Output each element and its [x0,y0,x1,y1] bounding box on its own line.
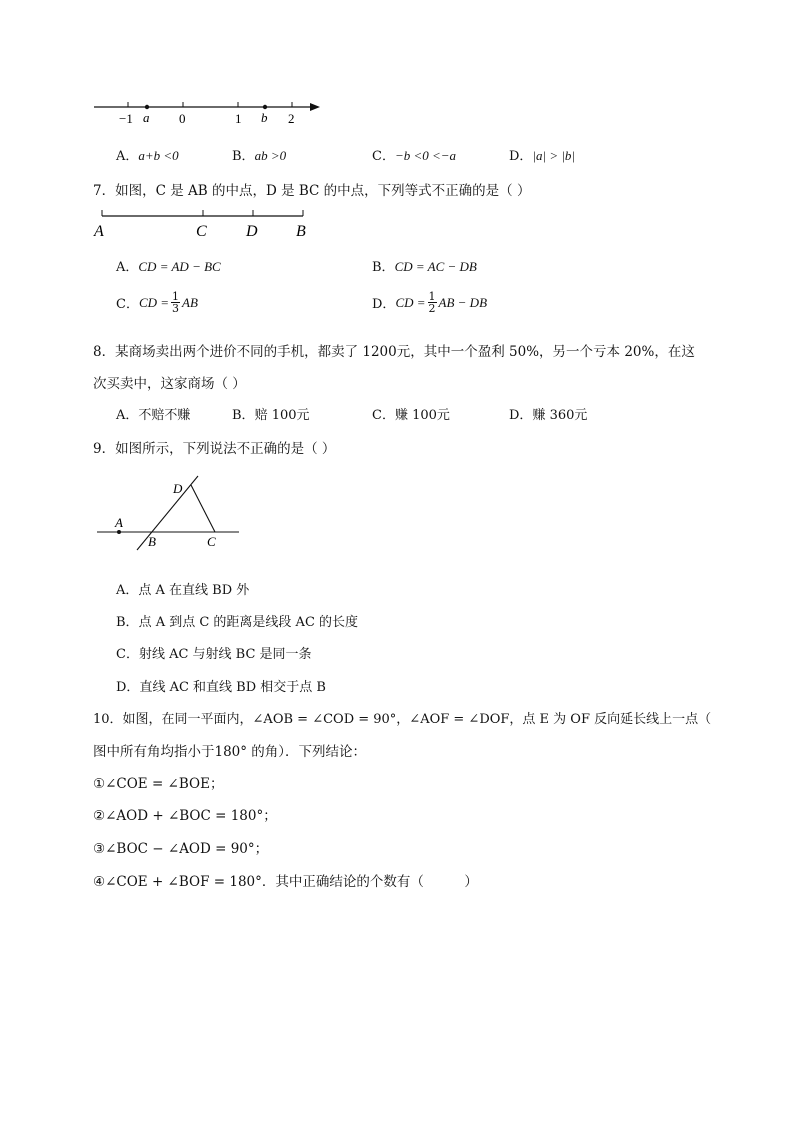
q9-option-b-text: 点 A 到点 C 的距离是线段 AC 的长度 [138,615,359,630]
q8-stem-line2: 次买卖中，这家商场（ ） [93,376,246,392]
q8-option-a [116,404,190,423]
q9-option-c-text: 射线 AC 与射线 BC 是同一条 [138,647,312,662]
q7-option-a [116,256,221,275]
q6-option-b [232,145,286,164]
q6-option-d-text: |a| > |b| [532,148,576,163]
q9-label-b: B [148,534,156,549]
tick-label-neg1: −1 [119,111,133,126]
tick-label-1: 1 [235,111,242,126]
q9-option-a [116,579,249,598]
q6-option-c-text: −b <0 <−a [394,148,457,163]
q9-label-c: C [207,534,216,549]
q6-option-c [372,145,456,164]
q9-figure [94,472,244,552]
q9-label-d: D [173,481,183,496]
q7-option-b [372,256,477,275]
q7-option-d-suffix: AB − DB [438,294,488,310]
q7-stem: 7．如图，C 是 AB 的中点，D 是 BC 的中点，下列等式不正确的是（ ） [93,183,531,199]
q9-option-b [116,611,358,630]
point-a-dot [145,105,149,109]
q7-option-d-letter: D． [372,297,396,312]
q9-option-d-text: 直线 AC 和直线 BD 相交于点 B [139,680,326,695]
q7-option-b-letter: B． [372,260,395,275]
q7-option-c-numerator: 1 [172,290,180,303]
q9-line-bd [137,476,198,550]
q7-label-b: B [296,223,306,240]
q10-conclusion-1: ①∠COE = ∠BOE； [93,776,224,792]
q9-option-a-letter: A． [116,583,139,598]
q7-option-a-letter: A． [116,260,139,275]
q6-option-b-letter: B． [232,149,255,164]
q7-option-d-denominator: 2 [428,302,436,315]
q9-stem: 9．如图所示，下列说法不正确的是（ ） [93,441,336,457]
q6-option-d [509,145,575,164]
q7-label-c: C [196,223,207,240]
q7-option-c-letter: C． [116,297,139,312]
q10-conclusion-2: ②∠AOD + ∠BOC = 180°； [93,808,277,824]
q9-segment-dc [191,485,215,532]
tick-label-0: 0 [179,111,186,126]
q7-option-b-text: CD = AC − DB [394,259,477,274]
q6-option-d-letter: D． [509,149,533,164]
q8-option-b-letter: B． [232,408,255,423]
q9-option-d [116,676,326,695]
number-line-figure [90,96,330,128]
q7-option-c-suffix: AB [182,294,198,310]
q8-option-c-text: 赚 100元 [394,408,450,423]
q9-option-b-letter: B． [116,615,139,630]
q9-option-d-letter: D． [116,680,140,695]
q8-option-c-letter: C． [372,408,395,423]
q7-option-d [372,291,487,314]
q9-option-c [116,643,312,662]
q8-option-b-text: 赔 100元 [254,408,310,423]
q8-option-b [232,404,310,423]
q10-conclusion-4: ④∠COE + ∠BOF = 180°．其中正确结论的个数有（ ） [93,874,478,890]
q10-conclusion-3: ③∠BOC − ∠AOD = 90°； [93,841,269,857]
q7-option-d-prefix: CD = [395,294,426,310]
q8-option-d [509,404,587,423]
q7-option-c [116,291,198,314]
q7-label-d: D [246,223,258,240]
q6-option-a-letter: A． [116,149,139,164]
q10-stem-line2: 图中所有角均指小于180° 的角）．下列结论： [93,744,367,760]
q7-segment-figure [92,208,317,242]
q8-option-a-letter: A． [116,408,139,423]
q6-option-c-letter: C． [372,149,395,164]
q8-option-d-letter: D． [509,408,533,423]
q7-option-d-fraction [428,291,437,314]
q7-option-d-numerator: 1 [428,290,436,303]
q7-option-c-denominator: 3 [172,302,180,315]
q9-option-c-letter: C． [116,647,139,662]
q6-option-a [116,145,179,164]
point-b-dot [263,105,267,109]
q8-option-c [372,404,450,423]
number-line-arrow [310,103,320,111]
point-label-a: a [143,110,150,125]
point-label-b: b [261,110,268,125]
q7-option-c-prefix: CD = [138,294,170,310]
q6-option-b-text: ab >0 [254,148,287,163]
q7-label-a: A [94,223,104,240]
q8-stem-line1: 8．某商场卖出两个进价不同的手机，都卖了 1200元，其中一个盈利 50%，另一个亏本 20%，在这 [93,344,695,360]
q8-option-a-text: 不赔不赚 [138,408,191,423]
q7-option-c-fraction [171,291,180,314]
q9-option-a-text: 点 A 在直线 BD 外 [138,583,250,598]
q6-option-a-text: a+b <0 [138,148,179,163]
q9-label-a: A [115,515,123,530]
q7-option-a-text: CD = AD − BC [138,259,221,274]
q10-stem-line1: 10．如图，在同一平面内，∠AOB = ∠COD = 90°，∠AOF = ∠DOF，点 E 为 OF 反向延长线上一点（ [93,712,712,727]
tick-label-2: 2 [288,111,295,126]
q8-option-d-text: 赚 360元 [532,408,588,423]
q9-point-a-dot [117,530,121,534]
